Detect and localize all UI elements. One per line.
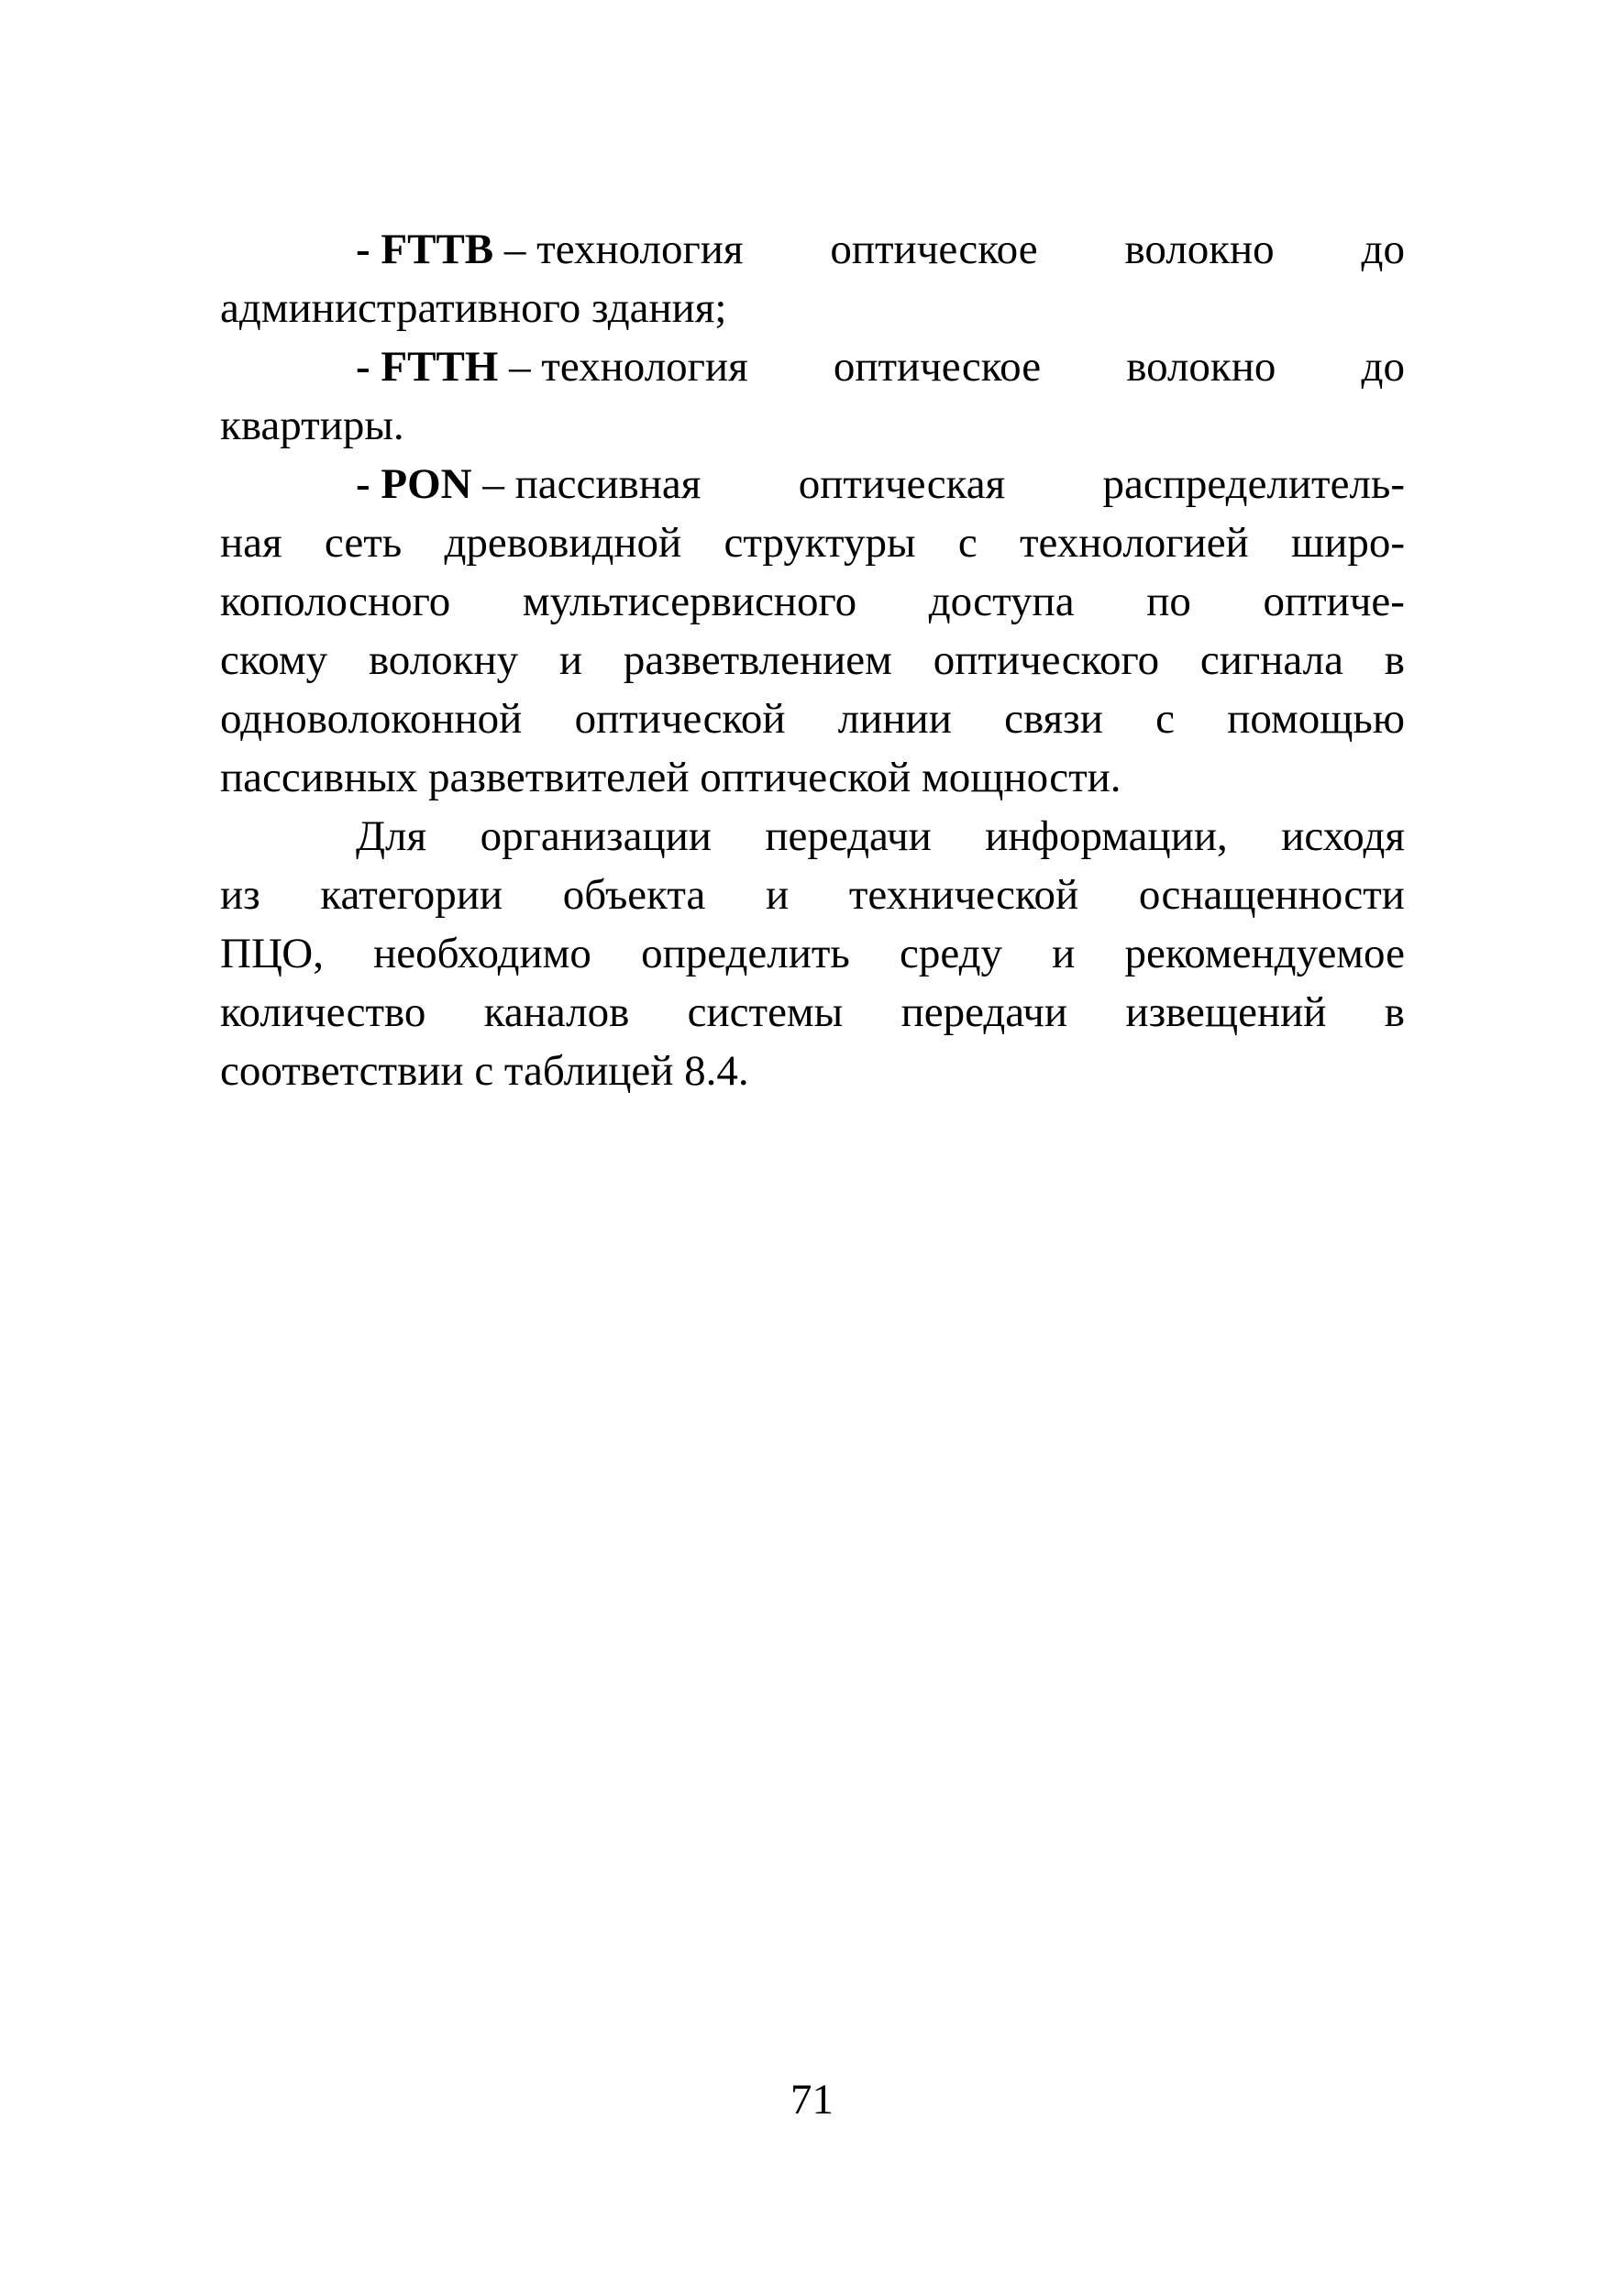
pon-line-2: [220, 513, 1405, 572]
ftth-line-2: квартиры.: [220, 402, 404, 449]
word: извещений: [1125, 988, 1327, 1036]
word: в: [1384, 988, 1405, 1036]
word: волокно: [1126, 343, 1276, 391]
word: передачи: [900, 988, 1068, 1036]
word: оптическое: [830, 226, 1038, 273]
organization-line-3: [220, 924, 1405, 983]
word: линии: [837, 695, 952, 743]
word: в: [1384, 636, 1405, 684]
word: разветвлением: [623, 636, 892, 684]
word: оснащенности: [1138, 871, 1405, 919]
word: Для: [356, 812, 427, 860]
word: кополосного: [220, 578, 451, 625]
word: с: [1155, 695, 1175, 743]
organization-line-1: [220, 807, 1405, 866]
word: до: [1361, 343, 1405, 391]
word: ная: [220, 519, 282, 567]
word: оптического: [933, 636, 1160, 684]
organization-line-2: [220, 866, 1405, 924]
word: рекомендуемое: [1124, 930, 1405, 977]
word: с: [957, 519, 978, 567]
word: технологией: [1020, 519, 1249, 567]
word: категории: [320, 871, 503, 919]
word: по: [1146, 578, 1191, 625]
word: сигнала: [1199, 636, 1343, 684]
word: количество: [220, 988, 426, 1036]
word: связи: [1004, 695, 1103, 743]
fttb-term-phrase: - FTTB – технология: [356, 226, 744, 273]
pon-line-6: пассивных разветвителей оптической мощности.: [220, 754, 1121, 801]
word: оптическое: [833, 343, 1042, 391]
word: оптическая: [798, 460, 1006, 508]
word: передачи: [765, 812, 932, 860]
word: мультисервисного: [522, 578, 857, 625]
word: определить: [641, 930, 850, 977]
word: сеть: [324, 519, 403, 567]
word: технической: [848, 871, 1079, 919]
organization-line-4: [220, 983, 1405, 1042]
word: ПЦО,: [220, 930, 324, 977]
fttb-line-1: [220, 220, 1405, 279]
fttb-line-2: административного здания;: [220, 284, 727, 332]
ftth-line-1: [220, 337, 1405, 396]
pon-term-phrase: - PON – пассивная: [356, 460, 702, 508]
word: одноволоконной: [220, 695, 523, 743]
word: исходя: [1281, 812, 1405, 860]
word: скому: [220, 636, 328, 684]
body-text: [220, 220, 1405, 1100]
pon-line-1: [220, 455, 1405, 513]
word: помощью: [1227, 695, 1405, 743]
organization-line-5: соответствии с таблицей 8.4.: [220, 1047, 749, 1095]
word: и: [558, 636, 583, 684]
word: среду: [900, 930, 1003, 977]
pon-line-3: [220, 572, 1405, 631]
word: доступа: [928, 578, 1075, 625]
word: волокну: [368, 636, 519, 684]
word: каналов: [483, 988, 630, 1036]
word: до: [1361, 226, 1405, 273]
word: и: [766, 871, 790, 919]
word: распределитель-: [1102, 460, 1405, 508]
word: оптической: [574, 695, 786, 743]
page-number: 71: [790, 2076, 834, 2124]
pon-line-4: [220, 631, 1405, 690]
word: оптиче-: [1263, 578, 1405, 625]
word: и: [1052, 930, 1076, 977]
word: информации,: [985, 812, 1228, 860]
word: организации: [480, 812, 712, 860]
word: структуры: [724, 519, 916, 567]
word: необходимо: [373, 930, 591, 977]
word: волокно: [1124, 226, 1275, 273]
word: системы: [687, 988, 844, 1036]
word: объекта: [562, 871, 706, 919]
word: древовидной: [444, 519, 682, 567]
word: из: [220, 871, 260, 919]
word: широ-: [1291, 519, 1405, 567]
ftth-term-phrase: - FTTH – технология: [356, 343, 748, 391]
pon-line-5: [220, 690, 1405, 748]
